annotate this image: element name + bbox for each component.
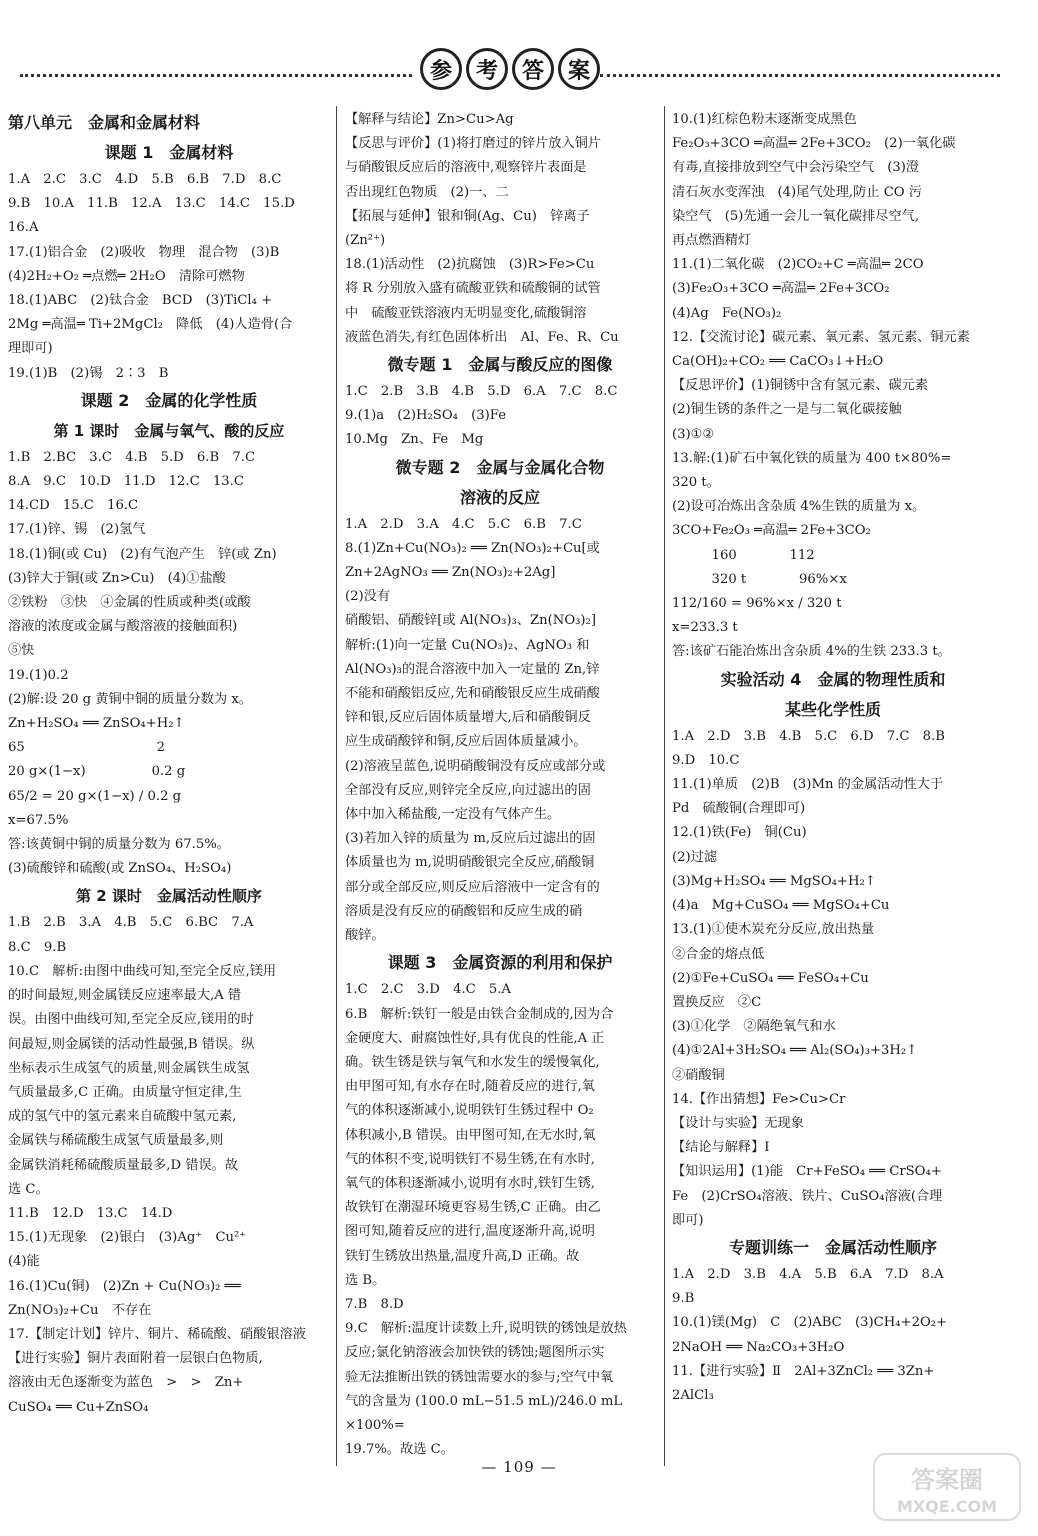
answer-line: 【进行实验】铜片表面附着一层银白色物质,	[8, 1351, 263, 1367]
answer-line: 气的体积不变,说明铁钉不易生锈,在有水时,	[345, 1151, 595, 1167]
answer-column-3	[672, 108, 994, 1408]
section-heading: 课题 2 金属的化学性质	[80, 390, 258, 410]
answer-line: 65 2	[8, 740, 166, 756]
answer-line: 15.(1)无现象 (2)银白 (3)Ag⁺ Cu²⁺	[8, 1230, 247, 1246]
answer-line: 反应;氯化钠溶液会加快铁的锈蚀;题图所示实	[345, 1345, 605, 1361]
answer-line: 9.B	[672, 1291, 695, 1307]
answer-line: 10.C 解析:由图中曲线可知,至完全反应,镁用	[8, 963, 277, 979]
answer-line: (4)Ag Fe(NO₃)₂	[672, 305, 782, 321]
answer-line: (2)解:设 20 g 黄铜中铜的质量分数为 x。	[8, 691, 252, 707]
answer-line: 验无法推断出铁的锈蚀需要水的参与;空气中氧	[345, 1369, 614, 1385]
answer-line: 解析:(1)向一定量 Cu(NO₃)₂、AgNO₃ 和	[345, 637, 590, 653]
answer-line: 18.(1)铜(或 Cu) (2)有气泡产生 锌(或 Zn)	[8, 546, 277, 562]
answer-line: 19.(1)0.2	[8, 667, 69, 683]
header-char-2: 考	[466, 48, 508, 90]
answer-line: 金硬度大、耐腐蚀性好,具有优良的性能,A 正	[345, 1030, 605, 1046]
answer-line: 14.CD 15.C 16.C	[8, 498, 139, 514]
answer-line: 选 B。	[345, 1272, 386, 1288]
answer-line: 理即可)	[8, 341, 53, 357]
answer-line: (Zn²⁺)	[345, 233, 386, 249]
answer-line: 选 C。	[8, 1181, 49, 1197]
answer-line: 1.A 2.D 3.A 4.C 5.C 6.B 7.C	[345, 516, 582, 532]
answer-line: 14.【作出猜想】Fe>Cu>Cr	[672, 1091, 846, 1107]
answer-line: 即可)	[672, 1212, 704, 1228]
answer-line: Zn+2AgNO₃ ══ Zn(NO₃)₂+2Ag]	[345, 565, 556, 581]
answer-line: 13.(1)①使木炭充分反应,放出热量	[672, 922, 875, 938]
answer-line: 1.C 2.B 3.B 4.B 5.D 6.A 7.C 8.C	[345, 384, 618, 400]
section-heading: 专题训练一 金属活动性顺序	[728, 1237, 937, 1257]
answer-line: 9.C 解析:温度计读数上升,说明铁的锈蚀是放热	[345, 1321, 627, 1337]
answer-line: 体质量也为 m,说明硝酸银完全反应,硝酸铜	[345, 855, 595, 871]
section-heading: 溶液的反应	[459, 487, 540, 507]
answer-line: 19.(1)B (2)锡 2∶3 B	[8, 365, 169, 381]
answer-line: 【解释与结论】Zn>Cu>Ag	[345, 112, 514, 127]
section-heading: 课题 1 金属材料	[104, 143, 234, 162]
answer-line: 溶液的浓度或金属与酸溶液的接触面积)	[8, 619, 238, 635]
answer-line: 否出现红色物质 (2)一、二	[345, 184, 509, 200]
answer-line: 9.(1)a (2)H₂SO₄ (3)Fe	[345, 408, 507, 424]
answer-line: 锌和银,反应后固体质量增大,后和硝酸铜反	[345, 710, 591, 726]
answer-line: 1.C 2.C 3.D 4.C 5.A	[345, 982, 512, 998]
answer-line: 8.A 9.C 10.D 11.D 12.C 13.C	[8, 474, 244, 490]
answer-line: 气的体积逐渐减小,说明铁钉生锈过程中 O₂	[345, 1103, 594, 1119]
answer-line: 9.D 10.C	[672, 752, 740, 768]
answer-line: 与硝酸银反应后的溶液中,观察锌片表面是	[345, 160, 587, 176]
answer-line: 金属铁消耗稀硫酸质量最多,D 错误。故	[8, 1157, 238, 1173]
answer-line: 故铁钉在潮湿环境更容易生锈,C 正确。由乙	[345, 1200, 601, 1216]
answer-line: 11.B 12.D 13.C 14.D	[8, 1205, 173, 1221]
answer-line: 置换反应 ②C	[672, 994, 762, 1010]
answer-line: 金属铁与稀硫酸生成氢气质量最多,则	[8, 1133, 224, 1149]
answer-line: 112/160 = 96%×x / 320 t	[672, 596, 842, 612]
answer-line: 应生成硝酸锌和铜,反应后固体质量减小。	[345, 734, 587, 750]
answer-line: ②合金的熔点低	[672, 946, 765, 962]
answer-line: 1.A 2.D 3.B 4.A 5.B 6.A 7.D 8.A	[672, 1266, 944, 1282]
answer-line: 2NaOH ══ Na₂CO₃+3H₂O	[672, 1339, 845, 1355]
answer-line: 16.(1)Cu(铜) (2)Zn + Cu(NO₃)₂ ══	[8, 1278, 241, 1294]
answer-line: 成的氢气中的氢元素来自硫酸中氢元素,	[8, 1109, 237, 1125]
answer-line: 体积减小,B 错误。由甲图可知,在无水时,氧	[345, 1127, 596, 1143]
answer-line: (2)设可冶炼出含杂质 4%生铁的质量为 x。	[672, 499, 926, 515]
answer-line: 13.解:(1)矿石中氧化铁的质量为 400 t×80%=	[672, 450, 952, 466]
answer-line: CuSO₄ ══ Cu+ZnSO₄	[8, 1399, 149, 1415]
answer-line: 有毒,直接排放到空气中会污染空气 (3)澄	[672, 160, 920, 176]
answer-line: 10.(1)红棕色粉末逐渐变成黑色	[672, 112, 857, 127]
answer-line: (4)2H₂+O₂ ═点燃═ 2H₂O 清除可燃物	[8, 268, 245, 284]
watermark-graphic	[872, 1452, 1022, 1522]
answer-line: (2)没有	[345, 589, 391, 605]
answer-line: 图可知,随着反应的进行,温度逐渐升高,说明	[345, 1224, 595, 1240]
section-heading: 第 1 课时 金属与氧气、酸的反应	[53, 421, 285, 440]
answer-line: Zn+H₂SO₄ ══ ZnSO₄+H₂↑	[8, 716, 185, 732]
answer-line: Ca(OH)₂+CO₂ ══ CaCO₃↓+H₂O	[672, 354, 884, 370]
page-number: — 109 —	[481, 1458, 557, 1476]
answer-line: 再点燃酒精灯	[672, 233, 752, 249]
answer-line: (2)过滤	[672, 849, 718, 865]
answer-line: 3CO+Fe₂O₃ ═高温═ 2Fe+3CO₂	[672, 523, 871, 539]
answer-line: 溶质是没有反应的硝酸铝和反应生成的硝	[345, 903, 583, 919]
answer-line: 8.(1)Zn+Cu(NO₃)₂ ══ Zn(NO₃)₂+Cu[或	[345, 540, 600, 556]
answer-line: (3)①②	[672, 426, 715, 442]
answer-line: 气质量最多,C 正确。由质量守恒定律,生	[8, 1084, 242, 1100]
answer-line: 17.(1)锌、锡 (2)氢气	[8, 522, 146, 538]
column-divider-1	[336, 106, 337, 1466]
answer-line: 12.【交流讨论】碳元素、氧元素、氢元素、铜元素	[672, 329, 970, 345]
answer-line: 1.A 2.C 3.C 4.D 5.B 6.B 7.D 8.C	[8, 172, 282, 187]
section-heading: 课题 3 金属资源的利用和保护	[387, 953, 613, 973]
answer-line: 2Mg ═高温═ Ti+2MgCl₂ 降低 (4)人造骨(合	[8, 317, 293, 333]
answer-line: 气的含量为 (100.0 mL−51.5 mL)/246.0 mL ×100%=	[345, 1393, 627, 1433]
answer-line: 液蓝色消失,有红色固体析出 Al、Fe、R、Cu	[345, 329, 619, 345]
answer-line: Al(NO₃)₃的混合溶液中加入一定量的 Zn,锌	[345, 661, 600, 677]
answer-line: (3)若加入锌的质量为 m,反应后过滤出的固	[345, 831, 596, 847]
answer-line: 体中加入稀盐酸,一定没有气体产生。	[345, 807, 561, 823]
answer-line: 部分或全部反应,则反应后溶液中一定含有的	[345, 879, 600, 895]
answer-line: 全部没有反应,则锌完全反应,向过滤出的固	[345, 782, 591, 798]
section-heading: 第 2 课时 金属活动性顺序	[76, 887, 262, 906]
answer-line: 16.A	[8, 220, 39, 236]
section-heading: 第八单元 金属和金属材料	[8, 113, 201, 132]
section-heading: 微专题 2 金属与金属化合物	[395, 457, 605, 477]
answer-line: (3)锌大于铜(或 Zn>Cu) (4)①盐酸	[8, 570, 226, 586]
answer-line: 1.A 2.D 3.B 4.B 5.C 6.D 7.C 8.B	[672, 728, 945, 744]
answer-line: 酸锌。	[345, 928, 385, 944]
answer-line: (3)硫酸锌和硫酸(或 ZnSO₄、H₂SO₄)	[8, 861, 232, 877]
answer-line: 1.B 2.B 3.A 4.B 5.C 6.BC 7.A	[8, 915, 254, 931]
answer-line: (4)a Mg+CuSO₄ ══ MgSO₄+Cu	[672, 898, 890, 914]
answer-line: 320 t。	[672, 475, 720, 491]
answer-line: ②铁粉 ③快 ④金属的性质或种类(或酸	[8, 595, 251, 611]
answer-line: 20 g×(1−x) 0.2 g	[8, 764, 186, 780]
answer-line: 【反思评价】(1)铜锈中含有氢元素、碳元素	[672, 378, 929, 394]
column-divider-2	[664, 106, 665, 1466]
answer-line: 1.B 2.BC 3.C 4.B 5.D 6.B 7.C	[8, 449, 256, 465]
answer-line: (2)铜生锈的条件之一是与二氧化碳接触	[672, 402, 902, 418]
watermark-bottom-text: MXQE.COM	[896, 1497, 998, 1516]
section-heading: 微专题 1 金属与酸反应的图像	[387, 355, 613, 375]
answer-line: (3)Mg+H₂SO₄ ══ MgSO₄+H₂↑	[672, 873, 876, 889]
answer-line: (4)能	[8, 1254, 40, 1270]
answer-key-header	[20, 48, 1020, 98]
answer-line: 17.【制定计划】锌片、铜片、稀硫酸、硝酸银溶液	[8, 1326, 306, 1342]
answer-line: 的时间最短,则金属镁反应速率最大,A 错	[8, 988, 242, 1004]
answer-line: ②硝酸铜	[672, 1067, 725, 1083]
answer-line: x=67.5%	[8, 812, 69, 828]
answer-line: 11.(1)单质 (2)B (3)Mn 的金属活动性大于	[672, 777, 944, 793]
header-dotted-rule-right	[600, 74, 1000, 77]
answer-line: 清石灰水变浑浊 (4)尾气处理,防止 CO 污	[672, 184, 922, 200]
answer-line: 10.(1)镁(Mg) C (2)ABC (3)CH₄+2O₂+	[672, 1315, 948, 1331]
answer-line: 染空气 (5)先通一会儿一氧化碳排尽空气,	[672, 208, 920, 224]
answer-line: 溶液由无色逐渐变为蓝色 > > Zn+	[8, 1375, 244, 1391]
answer-line: 12.(1)铁(Fe) 铜(Cu)	[672, 825, 807, 841]
answer-line: (3)Fe₂O₃+3CO ═高温═ 2Fe+3CO₂	[672, 281, 890, 297]
answer-line: 18.(1)ABC (2)钛合金 BCD (3)TiCl₄ +	[8, 293, 273, 309]
answer-line: 答:该矿石能冶炼出含杂质 4%的生铁 233.3 t。	[672, 644, 951, 660]
answer-line: 7.B 8.D	[345, 1296, 404, 1312]
answer-line: 160 112	[672, 547, 815, 563]
answer-line: 答:该黄铜中铜的质量分数为 67.5%。	[8, 837, 230, 853]
answer-line: 误。由图中曲线可知,至完全反应,镁用的时	[8, 1012, 254, 1028]
answer-line: (4)①2Al+3H₂SO₄ ══ Al₂(SO₄)₃+3H₂↑	[672, 1043, 918, 1059]
answer-line: 硝酸铝、硝酸锌[或 Al(NO₃)₃、Zn(NO₃)₂]	[345, 613, 596, 629]
answer-line: Fe (2)CrSO₄溶液、铁片、CuSO₄溶液(合理	[672, 1188, 943, 1204]
answer-line: 【知识运用】(1)能 Cr+FeSO₄ ══ CrSO₄+	[672, 1164, 942, 1180]
answer-line: 8.C 9.B	[8, 939, 67, 955]
answer-line: Pd 硫酸铜(合理即可)	[672, 801, 806, 817]
answer-line: 19.7%。故选 C。	[345, 1442, 454, 1458]
answer-line: x=233.3 t	[672, 620, 738, 636]
answer-line: 中 硫酸亚铁溶液内无明显变化,硫酸铜溶	[345, 305, 587, 321]
header-title-badges	[420, 48, 600, 90]
section-heading: 某些化学性质	[784, 699, 881, 719]
answer-line: 11.(1)二氧化碳 (2)CO₂+C ═高温═ 2CO	[672, 257, 924, 273]
answer-line: 6.B 解析:铁钉一般是由铁合金制成的,因为合	[345, 1006, 614, 1022]
answer-line: 不能和硝酸铝反应,先和硝酸银反应生成硝酸	[345, 686, 600, 702]
answer-line: 确。铁生锈是铁与氧气和水发生的缓慢氧化,	[345, 1054, 600, 1070]
header-dotted-rule-left	[20, 74, 412, 77]
answer-line: 18.(1)活动性 (2)抗腐蚀 (3)R>Fe>Cu	[345, 257, 595, 273]
answer-line: (3)①化学 ②隔绝氧气和水	[672, 1019, 836, 1035]
answer-line: 【设计与实验】无现象	[672, 1115, 804, 1131]
answer-line: ⑤快	[8, 643, 35, 659]
answer-line: (2)①Fe+CuSO₄ ══ FeSO₄+Cu	[672, 970, 869, 986]
answer-line: 【反思与评价】(1)将打磨过的锌片放入铜片	[345, 136, 602, 152]
answer-line: 2AlCl₃	[672, 1387, 714, 1403]
answer-column-1	[8, 108, 330, 1420]
watermark-logo	[872, 1452, 1022, 1522]
answer-line: Zn(NO₃)₂+Cu 不存在	[8, 1302, 152, 1318]
answer-line: Fe₂O₃+3CO ═高温═ 2Fe+3CO₂ (2)一氧化碳	[672, 136, 956, 152]
header-char-4: 案	[558, 48, 600, 90]
answer-line: 【结论与解释】Ⅰ	[672, 1140, 770, 1156]
answer-line: 10.Mg Zn、Fe Mg	[345, 432, 484, 448]
answer-line: 【拓展与延伸】银和铜(Ag、Cu) 锌离子	[345, 208, 590, 224]
watermark-top-text: 答案圈	[911, 1466, 983, 1494]
answer-line: 320 t 96%×x	[672, 571, 847, 587]
answer-line: 铁钉生锈放出热量,温度升高,D 正确。故	[345, 1248, 580, 1264]
answer-line: 9.B 10.A 11.B 12.A 13.C 14.C 15.D	[8, 196, 295, 212]
answer-line: 间最短,则金属镁的活动性最强,B 错误。纵	[8, 1036, 255, 1052]
header-char-3: 答	[512, 48, 554, 90]
answer-line: 将 R 分别放入盛有硫酸亚铁和硫酸铜的试管	[345, 281, 601, 297]
answer-line: 坐标表示生成氢气的质量,则金属铁生成氢	[8, 1060, 250, 1076]
answer-line: (2)溶液呈蓝色,说明硝酸铜没有反应或部分或	[345, 758, 606, 774]
section-heading: 实验活动 4 金属的物理性质和	[720, 669, 946, 689]
answer-line: 65/2 = 20 g×(1−x) / 0.2 g	[8, 788, 182, 804]
answer-line: 17.(1)铝合金 (2)吸收 物理 混合物 (3)B	[8, 244, 280, 260]
answer-line: 11.【进行实验】Ⅱ 2Al+3ZnCl₂ ══ 3Zn+	[672, 1363, 935, 1379]
answer-line: 氧气的体积逐渐减小,说明有水时,铁钉生锈,	[345, 1175, 595, 1191]
answer-line: 由甲图可知,有水存在时,随着反应的进行,氧	[345, 1079, 595, 1095]
answer-column-2	[345, 108, 655, 1462]
header-char-1: 参	[420, 48, 462, 90]
